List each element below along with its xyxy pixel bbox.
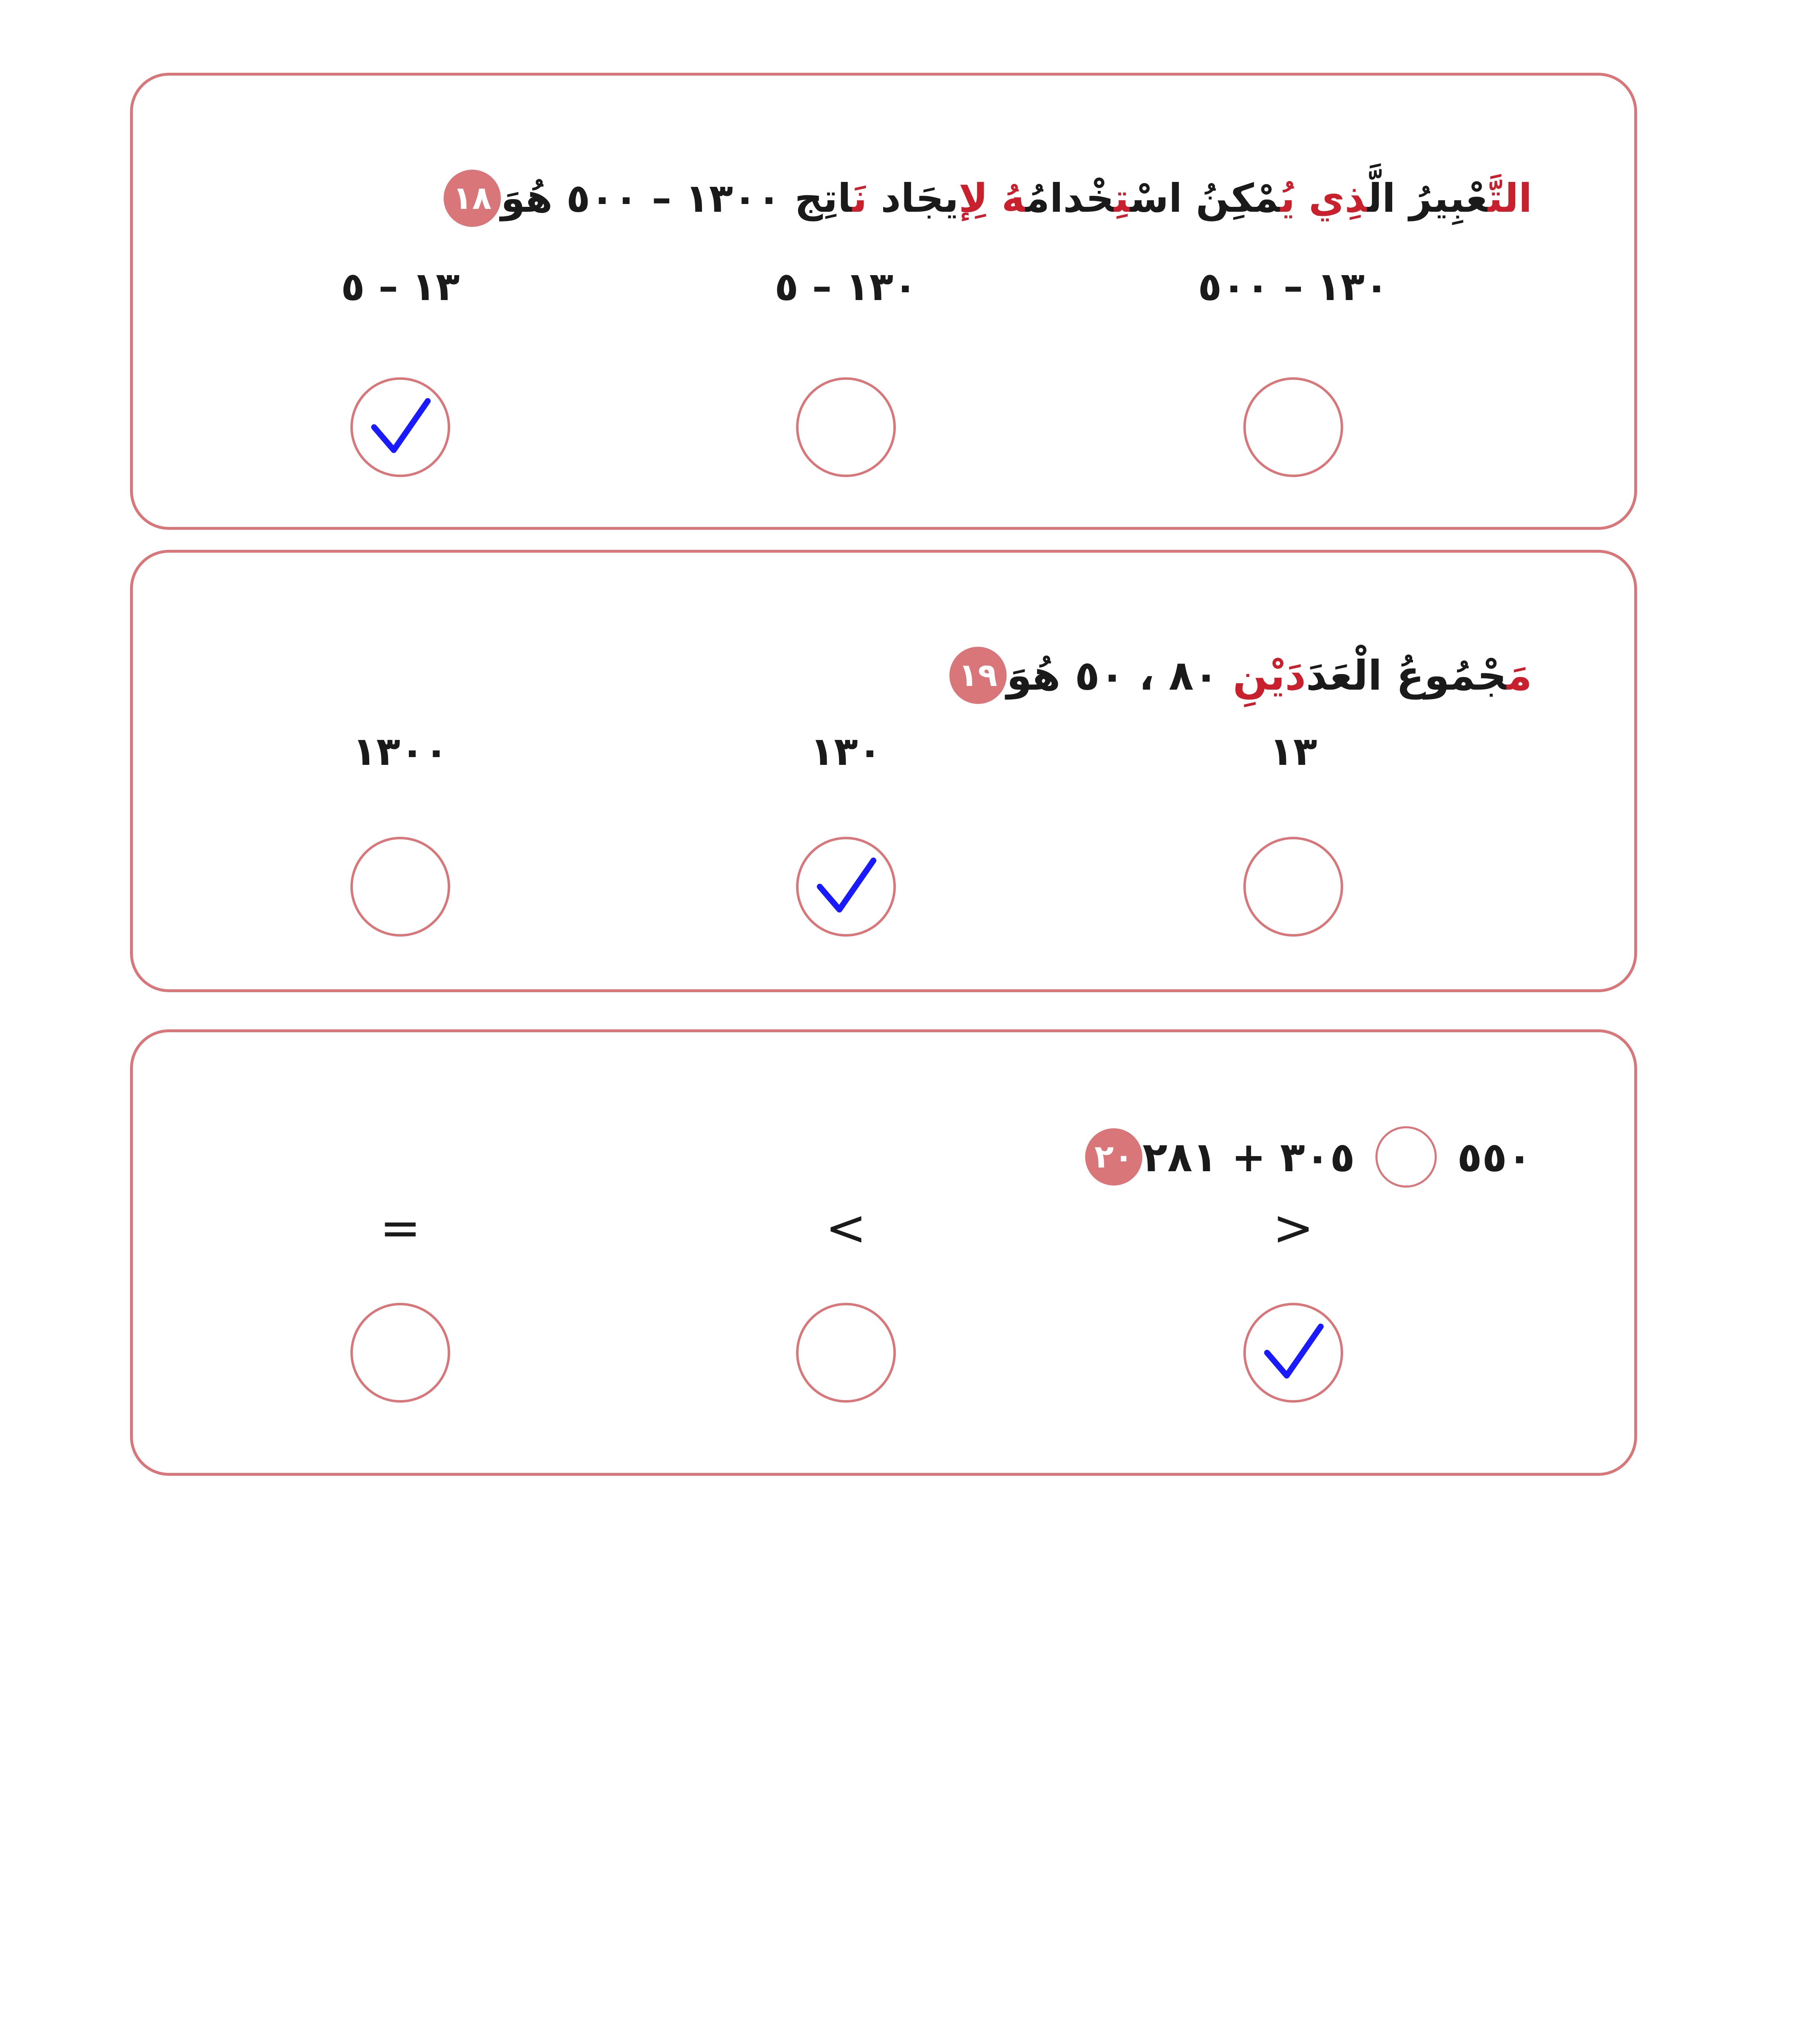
option-radio-selected[interactable] (796, 837, 896, 937)
question-number: ٢٠ (1085, 1128, 1142, 1186)
question-card-18 (130, 73, 1637, 530)
option-label: ١٣٠ – ٥ (774, 264, 917, 309)
option-radio[interactable] (796, 1303, 896, 1403)
question-row (921, 647, 1532, 704)
option-label: > (825, 1200, 867, 1257)
option-radio[interactable] (350, 1303, 450, 1403)
option-radio-selected[interactable] (350, 377, 450, 477)
comparison-blank[interactable] (1375, 1126, 1437, 1188)
check-icon (1261, 1320, 1326, 1385)
question-number: ١٨ (444, 170, 501, 227)
question-text: التَّعْبِيرُ الَّذِي يُمْكِنُ اسْتِخْدامُهُ لِإيجَاد نَاتِج ١٣٠٠ – ٥٠٠ هُوَ (500, 175, 1532, 221)
question-value: ٥٥٠ (1457, 1133, 1532, 1181)
option-radio[interactable] (796, 377, 896, 477)
option-label: ١٣٠ – ٥٠٠ (1198, 264, 1389, 309)
check-icon (813, 854, 879, 919)
option-label: ١٣٠ (810, 728, 882, 774)
option-label: ١٣ (1269, 728, 1317, 774)
option-radio[interactable] (1243, 837, 1343, 937)
option-label: ١٣٠٠ (352, 728, 449, 774)
question-expression: ٣٠٥ + ٢٨١ (1142, 1133, 1355, 1181)
option-radio-selected[interactable] (1243, 1303, 1343, 1403)
option-label: ١٣ – ٥ (341, 264, 460, 309)
question-row (415, 170, 1532, 227)
question-text: مَجْمُوعُ الْعَدَدَيْنِ ٨٠ ، ٥٠ هُوَ (1006, 651, 1532, 699)
question-row (1057, 1126, 1532, 1188)
option-radio[interactable] (350, 837, 450, 937)
check-icon (368, 394, 433, 460)
option-radio[interactable] (1243, 377, 1343, 477)
question-card-20 (130, 1029, 1637, 1476)
option-label: < (1272, 1200, 1314, 1257)
option-label: = (379, 1200, 421, 1257)
question-card-19 (130, 550, 1637, 992)
question-number: ١٩ (949, 647, 1007, 704)
